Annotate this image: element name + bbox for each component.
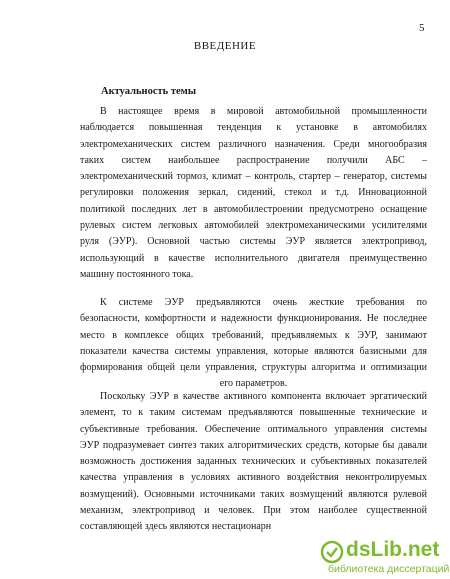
text-line: таких систем наибольшее распространение получили АБС –	[80, 154, 427, 166]
watermark-subtitle: библиотека диссертаций	[328, 563, 450, 575]
text-line: руля (ЭУР). Основной частью системы ЭУР является электропривод,	[80, 236, 427, 248]
text-line: рулевых систем легковых автомобилей электромеханическими усилителями	[80, 220, 427, 232]
text-line: К системе ЭУР предъявляются очень жесткие требования по	[100, 297, 427, 308]
text-line: элемент, то к таким системам предъявляются повышенные технические и	[80, 407, 427, 419]
text-line: наблюдается повышенная тенденция к установке в автомобилях	[80, 122, 427, 134]
text-line: электромеханический тормоз, климат – контроль, стартер – генератор, системы	[80, 171, 427, 183]
text-line: машину постоянного тока.	[80, 268, 194, 280]
text-line: безопасности, комфортности и надежности функционирования. Не последнее	[80, 313, 427, 325]
watermark	[320, 538, 450, 579]
paragraph-3	[80, 389, 427, 536]
text-line: использующий в качестве исполнительного двигателя преимущественно	[80, 252, 427, 264]
text-line: электромеханических систем различного назначения. Среди многообразия	[80, 138, 427, 150]
text-line: механизм, электропривод и человек. При этом наиболее существенной	[80, 505, 427, 517]
page-number: 5	[419, 22, 425, 34]
page-title: ВВЕДЕНИЕ	[193, 40, 257, 52]
text-line: ЭУР подразумевает синтез таких алгоритмических средств, которые бы давали	[80, 439, 427, 451]
text-line: политикой последних лет в автомобилестроении предусмотрено оснащение	[80, 203, 427, 215]
text-line: показатели качества системы управления, которые являются базисными для	[80, 345, 427, 357]
text-line: формирования общей цели управления, структуры алгоритма и оптимизации	[80, 362, 427, 374]
text-line: Поскольку ЭУР в качестве активного компонента включает эргатический	[100, 391, 427, 402]
text-line: регулировки положения зеркал, сидений, стекол и т.д. Инновационной	[80, 187, 427, 199]
text-line: возможность достижения заданных технических и субъективных показателей	[80, 456, 427, 468]
text-line: субъективные требования. Обеспечение оптимального управления системы	[80, 423, 427, 435]
text-line: место в комплексе общих требований, предъявляемых к ЭУР, занимают	[80, 329, 427, 341]
text-line: В настоящее время в мировой автомобильной промышленности	[100, 106, 427, 117]
text-line: возмущений). Основными источниками таких возмущений являются рулевой	[80, 488, 427, 500]
section-heading: Актуальность темы	[101, 86, 197, 97]
watermark-name: dsLib.net	[346, 538, 440, 561]
text-line: качества управления в условиях активного воздействия неконтролируемых	[80, 472, 427, 484]
dslib-logo-icon	[320, 540, 344, 564]
text-line: его параметров.	[219, 378, 288, 390]
paragraph-1	[80, 104, 427, 283]
paragraph-2	[80, 295, 427, 393]
text-line: составляющей здесь являются нестационарн	[80, 521, 272, 533]
